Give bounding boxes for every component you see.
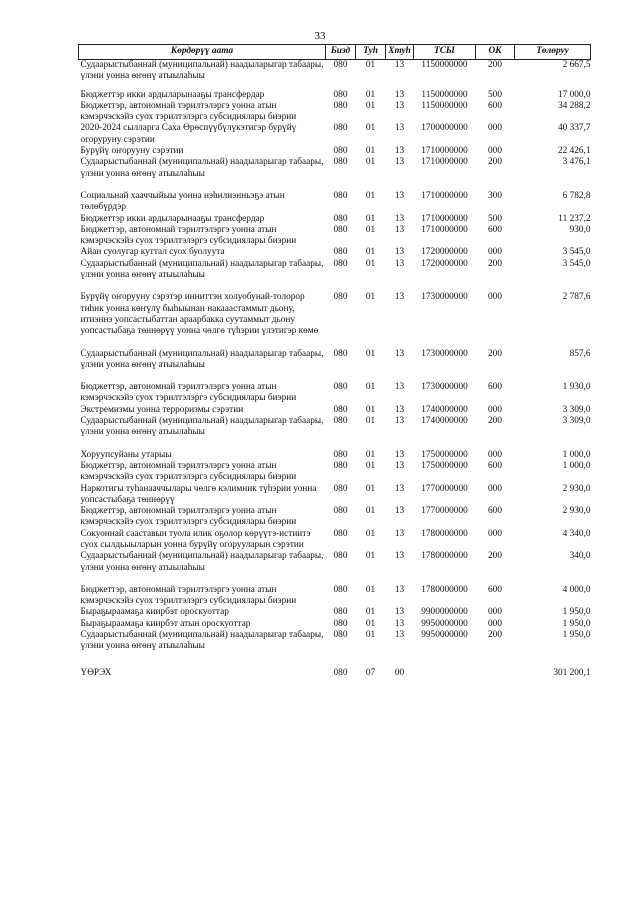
row-amount: 2 930,0 — [562, 483, 591, 494]
row-code: 080 — [333, 667, 348, 678]
row-subsection: 13 — [394, 157, 405, 168]
row-code: 080 — [333, 146, 348, 157]
row-code: 080 — [333, 506, 348, 517]
row-code: 080 — [333, 190, 348, 201]
table-row — [79, 292, 591, 348]
row-section: 07 — [365, 667, 376, 678]
row-code: 080 — [333, 157, 348, 168]
row-expense-type: 200 — [488, 157, 502, 168]
row-section: 01 — [365, 213, 376, 224]
row-section: 01 — [365, 528, 376, 539]
row-name: Быраҕыраамаҕа киирбэт атын ороскуоттар — [80, 618, 251, 629]
row-subsection: 13 — [394, 404, 405, 415]
row-name: Хоруупсуйаны утарыы — [80, 449, 172, 460]
row-name: Бурүйү оҥорууну сэрэтии — [80, 146, 184, 157]
row-name: Бюджеттэр, автономнай тэрилтэлэргэ уонна атын кэмэрчэскэйэ суох тэрилтэлэргэ субсидиялары биэрии — [80, 460, 297, 483]
row-expense-type: 000 — [488, 123, 502, 134]
row-code: 080 — [333, 258, 348, 269]
row-target-article: 1740000000 — [421, 404, 468, 415]
row-subsection: 13 — [394, 449, 405, 460]
table-row — [79, 484, 591, 507]
row-amount: 2 787,6 — [562, 292, 591, 303]
row-code: 080 — [333, 100, 348, 111]
row-expense-type: 000 — [488, 146, 502, 157]
row-name: Бурүйү оҥорууну сэрэтэр инниттэн холуобунай-толорор тиһик уонна көҥүлү быһыынан накааастаммыт дьону, итиэннэ уопсастыбаттан араарбакка суутаммыт дьону уопсастыбаҕа төннөрүү уонна чөлгө түһэрии үлэтигэр көмө — [80, 292, 319, 337]
header-code: Бизд — [326, 45, 356, 60]
row-subsection: 13 — [394, 224, 405, 235]
row-amount: 22 426,1 — [557, 146, 591, 157]
row-target-article: 1720000000 — [421, 247, 468, 258]
row-amount: 3 545,0 — [562, 247, 591, 258]
row-target-article: 1150000000 — [421, 100, 468, 111]
header-amount: Төлөруу — [515, 45, 591, 60]
row-code: 080 — [333, 348, 348, 359]
row-target-article: 1770000000 — [421, 483, 468, 494]
row-amount: 1 930,0 — [562, 382, 591, 393]
row-target-article: 1780000000 — [421, 551, 468, 562]
row-name: Бюджеттэр, автономнай тэрилтэлэргэ уонна атын кэмэрчэскэйэ суох тэрилтэлэргэ субсидиялары биэрии — [80, 584, 297, 607]
table-row — [79, 349, 591, 383]
row-name: Судаарыстыбаннай (муниципальнай) наадыларыгар табаары, үлэни уонна өҥөнү атыылаһыы — [80, 157, 324, 179]
row-target-article: 1710000000 — [421, 146, 468, 157]
row-expense-type: 500 — [488, 213, 502, 224]
row-subsection: 13 — [394, 630, 405, 641]
row-name: Судаарыстыбаннай (муниципальнай) наадыларыгар табаары, үлэни уонна өҥөнү атыылаһыы — [80, 551, 324, 573]
row-amount: 4 000,0 — [562, 584, 591, 595]
table-row — [79, 146, 591, 157]
row-subsection: 13 — [394, 292, 405, 303]
row-name: Бюджеттэр, автономнай тэрилтэлэргэ уонна атын кэмэрчэскэйэ суох тэрилтэлэргэ субсидиялары биэрии — [80, 506, 297, 528]
row-name: Бюджеттэр, автономнай тэрилтэлэргэ уонна атын кэмэрчэскэйэ суох тэрилтэлэргэ субсидиялары биэрии — [80, 382, 297, 404]
row-expense-type: 600 — [488, 100, 502, 111]
table-row — [79, 101, 591, 124]
row-name: Быраҕыраамаҕа киирбэт ороскуоттар — [80, 607, 229, 618]
row-name: Судаарыстыбаннай (муниципальнай) наадыларыгар табаары, үлэни уонна өҥөнү атыылаһыы — [80, 60, 324, 82]
row-name: Бюджеттэр икки ардыларынааҕы трансфердар — [80, 89, 265, 100]
table-row — [79, 259, 591, 293]
row-section: 01 — [365, 157, 376, 168]
row-section: 01 — [365, 89, 376, 100]
row-name: 2020-2024 сылларга Саха Өрөспүүбүлүкэтигэр бурүйү огоруруну сэрэтии — [80, 123, 297, 145]
row-section: 01 — [365, 506, 376, 517]
row-target-article: 1730000000 — [421, 382, 468, 393]
row-subsection: 13 — [394, 528, 405, 539]
row-expense-type: 000 — [488, 247, 502, 258]
table-row — [79, 450, 591, 461]
row-target-article: 1150000000 — [421, 89, 468, 100]
row-subsection: 13 — [394, 190, 405, 201]
row-subsection: 13 — [394, 123, 405, 134]
table-row — [79, 529, 591, 552]
row-amount: 3 476,1 — [562, 157, 591, 168]
row-amount: 1 950,0 — [562, 618, 591, 629]
row-target-article: 1750000000 — [421, 449, 468, 460]
row-subsection: 13 — [394, 618, 405, 629]
row-amount: 3 545,0 — [562, 258, 591, 269]
table-row — [79, 607, 591, 618]
row-section: 01 — [365, 190, 376, 201]
row-expense-type: 200 — [488, 60, 502, 70]
row-section: 01 — [365, 60, 376, 70]
row-code: 080 — [333, 60, 348, 70]
row-name: Судаарыстыбаннай (муниципальнай) наадыларыгар табаары, үлэни уонна өҥөнү атыылаһыы — [80, 348, 324, 370]
row-target-article: 1710000000 — [421, 213, 468, 224]
row-target-article: 1710000000 — [421, 190, 468, 201]
table-row — [79, 60, 591, 90]
table-row — [79, 585, 591, 608]
row-subsection: 13 — [394, 506, 405, 517]
row-section: 01 — [365, 449, 376, 460]
row-code: 080 — [333, 213, 348, 224]
row-subsection: 13 — [394, 460, 405, 471]
row-amount: 857,6 — [569, 348, 591, 359]
row-amount: 34 288,2 — [557, 100, 591, 111]
budget-table-container — [78, 44, 590, 679]
row-section: 01 — [365, 551, 376, 562]
row-target-article: 1700000000 — [421, 123, 468, 134]
table-row — [79, 416, 591, 450]
row-code: 080 — [333, 416, 348, 427]
table-row — [79, 382, 591, 405]
table-row — [79, 191, 591, 214]
row-code: 080 — [333, 528, 348, 539]
row-code: 080 — [333, 123, 348, 134]
row-target-article: 1710000000 — [421, 157, 468, 168]
row-name: Бюджеттэр, автономнай тэрилтэлэргэ уонна атын кэмэрчэскэйэ суох тэрилтэлэргэ субсидиялары биэрии — [80, 100, 297, 123]
row-amount: 4 340,0 — [562, 528, 591, 539]
row-expense-type: 300 — [488, 190, 502, 201]
row-amount: 3 309,0 — [562, 416, 591, 427]
row-expense-type — [476, 668, 515, 679]
row-section: 01 — [365, 584, 376, 595]
row-expense-type: 000 — [488, 483, 502, 494]
row-subsection: 13 — [394, 146, 405, 157]
row-subsection: 13 — [394, 89, 405, 100]
row-name: Судаарыстыбаннай (муниципальнай) наадыларыгар табаары, үлэни уонна өҥөнү атыылаһыы — [80, 258, 324, 281]
row-expense-type: 200 — [488, 258, 502, 269]
row-subsection: 13 — [394, 258, 405, 269]
row-section: 01 — [365, 618, 376, 629]
row-amount: 17 000,0 — [557, 89, 591, 100]
row-target-article: 1730000000 — [421, 348, 468, 359]
table-row — [79, 405, 591, 416]
row-target-article: 9900000000 — [421, 607, 468, 618]
table-row — [79, 619, 591, 630]
row-section: 01 — [365, 348, 376, 359]
row-amount: 40 337,7 — [557, 123, 591, 134]
row-code: 080 — [333, 460, 348, 471]
row-section: 01 — [365, 404, 376, 415]
row-subsection: 00 — [394, 667, 405, 678]
row-amount: 2 667,5 — [562, 60, 591, 70]
row-amount: 3 309,0 — [562, 404, 591, 415]
row-target-article: 1770000000 — [421, 506, 468, 517]
row-target-article: 1720000000 — [421, 258, 468, 269]
row-name: Айан суолугар куттал суох буолуута — [80, 247, 225, 258]
row-name: ҮӨРЭХ — [80, 667, 112, 678]
row-subsection: 13 — [394, 382, 405, 393]
row-section: 01 — [365, 123, 376, 134]
row-expense-type: 000 — [488, 404, 502, 415]
row-expense-type: 600 — [488, 460, 502, 471]
row-subsection: 13 — [394, 348, 405, 359]
header-section: Туһ — [356, 45, 386, 60]
row-name: Бюджеттэр, автономнай тэрилтэлэргэ уонна атын кэмэрчэскэйэ суох тэрилтэлэргэ субсидиялары биэрии — [80, 224, 297, 247]
row-section: 01 — [365, 416, 376, 427]
table-row — [79, 225, 591, 248]
header-name: Көрдөрүү аата — [79, 45, 326, 60]
row-section: 01 — [365, 607, 376, 618]
budget-table — [78, 44, 591, 679]
row-name: Сокуоннай сааставын туола илик оҕолор көрүүтэ-истиитэ суох сылдьыыларын уонна бурүйү огорууларын сэрэтии — [80, 528, 311, 550]
row-code: 080 — [333, 483, 348, 494]
table-row — [79, 630, 591, 668]
table-row — [79, 551, 591, 585]
row-code: 080 — [333, 89, 348, 100]
row-target-article: 1780000000 — [421, 528, 468, 539]
row-subsection: 13 — [394, 483, 405, 494]
row-amount: 301 200,1 — [553, 667, 591, 678]
header-subsection: Хтуһ — [386, 45, 414, 60]
row-expense-type: 200 — [488, 348, 502, 359]
row-subsection: 13 — [394, 213, 405, 224]
row-expense-type: 600 — [488, 584, 502, 595]
table-row — [79, 214, 591, 225]
row-code: 080 — [333, 449, 348, 460]
row-subsection: 13 — [394, 416, 405, 427]
row-target-article: 1150000000 — [421, 60, 468, 70]
header-target-article: ТСЫ — [414, 45, 476, 60]
row-amount: 930,0 — [569, 224, 591, 235]
row-name: Социальнай хааччыйыы уонна нэһилиэнньэҕэ атын төлөбүрдэр — [80, 190, 285, 213]
row-expense-type: 200 — [488, 416, 502, 427]
row-code: 080 — [333, 607, 348, 618]
row-expense-type: 000 — [488, 292, 502, 303]
table-row — [79, 90, 591, 101]
row-section: 01 — [365, 224, 376, 235]
row-amount: 1 950,0 — [562, 607, 591, 618]
row-target-article: 9950000000 — [421, 618, 468, 629]
row-name: Судаарыстыбаннай (муниципальнай) наадыларыгар табаары, үлэни уонна өҥөнү атыылаһыы — [80, 630, 324, 652]
row-amount: 1 000,0 — [562, 449, 591, 460]
row-code: 080 — [333, 618, 348, 629]
row-section: 01 — [365, 247, 376, 258]
table-row — [79, 506, 591, 529]
table-row — [79, 461, 591, 484]
row-amount: 6 782,8 — [562, 190, 591, 201]
row-target-article — [414, 668, 476, 679]
row-subsection: 13 — [394, 607, 405, 618]
row-section: 01 — [365, 382, 376, 393]
row-subsection: 13 — [394, 60, 405, 70]
row-amount: 1 000,0 — [562, 460, 591, 471]
page-number: 33 — [314, 30, 326, 42]
row-name: Бюджеттэр икки ардыларынааҕы трансфердар — [80, 213, 265, 224]
row-code: 080 — [333, 382, 348, 393]
row-expense-type: 200 — [488, 551, 502, 562]
row-target-article: 9950000000 — [421, 630, 468, 641]
row-expense-type: 000 — [488, 528, 502, 539]
row-target-article: 1730000000 — [421, 292, 468, 303]
row-section: 01 — [365, 483, 376, 494]
row-name: Наркотигы туһанааччылары чөлгө кэлимник түһэрии уонна уопсастыбаҕа төннөрүү — [80, 483, 317, 505]
row-target-article: 1780000000 — [421, 584, 468, 595]
row-expense-type: 200 — [488, 630, 502, 641]
table-header-row — [79, 45, 591, 60]
row-expense-type: 600 — [488, 224, 502, 235]
header-expense-type: ОК — [476, 45, 515, 60]
table-row — [79, 123, 591, 146]
table-row — [79, 668, 591, 679]
row-code: 080 — [333, 292, 348, 303]
row-subsection: 13 — [394, 247, 405, 258]
row-amount: 340,0 — [569, 551, 591, 562]
row-section: 01 — [365, 460, 376, 471]
row-target-article: 1710000000 — [421, 224, 468, 235]
row-expense-type: 000 — [488, 618, 502, 629]
row-name: Экстремизмы уонна терроризмы сэрэтии — [80, 404, 244, 415]
row-section: 01 — [365, 146, 376, 157]
row-code: 080 — [333, 404, 348, 415]
row-subsection: 13 — [394, 100, 405, 111]
row-expense-type: 500 — [488, 89, 502, 100]
row-amount: 2 930,0 — [562, 506, 591, 517]
row-code: 080 — [333, 630, 348, 641]
row-code: 080 — [333, 224, 348, 235]
row-name: Судаарыстыбаннай (муниципальнай) наадыларыгар табаары, үлэни уонна өҥөнү атыылаһыы — [80, 416, 324, 438]
row-expense-type: 600 — [488, 506, 502, 517]
row-amount: 11 237,2 — [558, 213, 591, 224]
table-body — [79, 60, 591, 679]
row-code: 080 — [333, 584, 348, 595]
row-target-article: 1740000000 — [421, 416, 468, 427]
row-target-article: 1750000000 — [421, 460, 468, 471]
row-section: 01 — [365, 258, 376, 269]
row-expense-type: 600 — [488, 382, 502, 393]
row-code: 080 — [333, 247, 348, 258]
row-section: 01 — [365, 292, 376, 303]
table-row — [79, 247, 591, 258]
row-expense-type: 000 — [488, 449, 502, 460]
table-row — [79, 157, 591, 191]
row-code: 080 — [333, 551, 348, 562]
row-amount: 1 950,0 — [562, 630, 591, 641]
row-section: 01 — [365, 630, 376, 641]
row-subsection: 13 — [394, 584, 405, 595]
row-expense-type: 000 — [488, 607, 502, 618]
row-subsection: 13 — [394, 551, 405, 562]
row-section: 01 — [365, 100, 376, 111]
